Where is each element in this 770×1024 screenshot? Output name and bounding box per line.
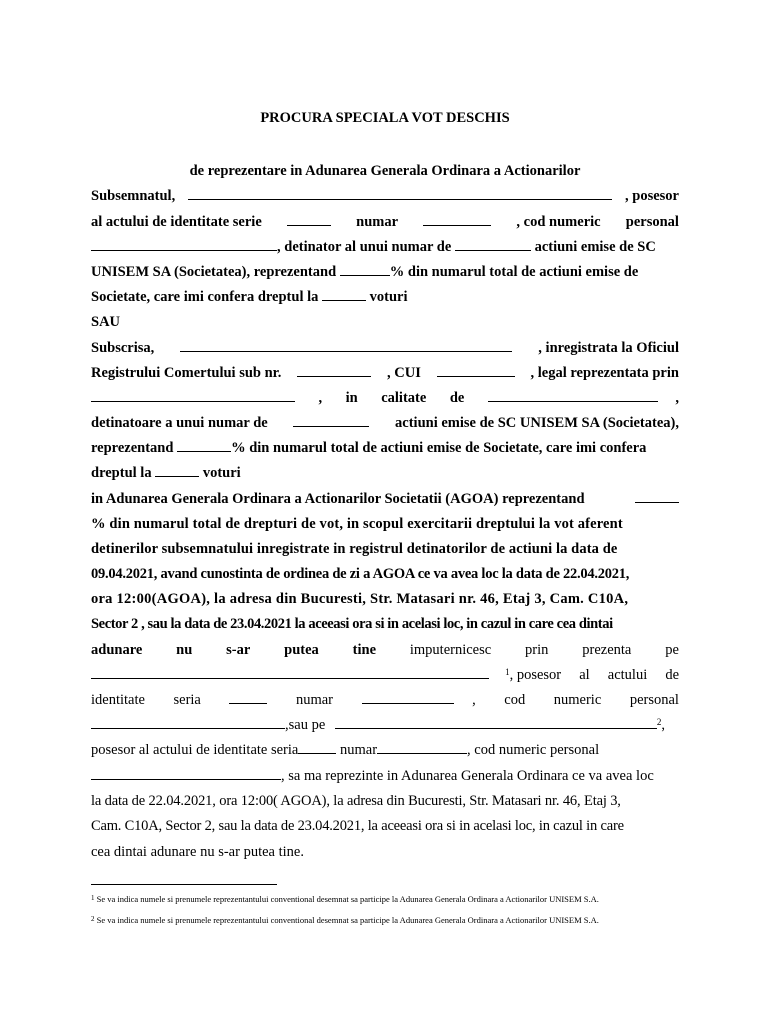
agoa-percent-blank[interactable] bbox=[635, 489, 679, 503]
line-legal-rep: , in calitate de , bbox=[91, 388, 679, 408]
percent-blank[interactable] bbox=[340, 262, 390, 276]
line-company-shares: detinatoare a unui numar de actiuni emise de SC UNISEM SA (Societatea), bbox=[91, 415, 679, 431]
company-name-blank[interactable] bbox=[180, 338, 512, 352]
line-cnp: , detinator al unui numar de actiuni emise de SC bbox=[91, 237, 679, 257]
line-company-percent: reprezentand % din numarul total de actiuni emise de Societate, care imi confera bbox=[91, 440, 647, 456]
id-series-blank[interactable] bbox=[287, 212, 331, 226]
representative-2-blank[interactable] bbox=[335, 715, 657, 729]
paragraph-line: cea dintai adunare nu s-ar putea tine. bbox=[91, 844, 304, 860]
line-agoa: in Adunarea Generala Ordinara a Actionarilor Societatii (AGOA) reprezentand bbox=[91, 489, 679, 509]
line-representative-2: ,sau pe $^2$, bbox=[91, 715, 679, 735]
line-subscrisa: Subscrisa, , inregistrata la Oficiul bbox=[91, 340, 679, 356]
company-shares-blank[interactable] bbox=[293, 413, 369, 427]
paragraph-line: Cam. C10A, Sector 2, sau la data de 23.04.2021, la aceeasi ora si in acelasi loc, in cazul in care bbox=[91, 818, 624, 834]
document-subtitle: de reprezentare in Adunarea Generala Ordinara a Actionarilor bbox=[189, 163, 581, 179]
line-mandate: adunare nu s-ar putea tine imputernicesc prin prezenta pe bbox=[91, 642, 679, 658]
line-representative-1: $^1$, posesor al actului de bbox=[91, 665, 679, 685]
paragraph-line: % din numarul total de drepturi de vot, in scopul exercitarii dreptului la vot aferent bbox=[91, 516, 623, 532]
or-separator: SAU bbox=[91, 314, 121, 330]
rep1-number-blank[interactable] bbox=[362, 690, 454, 704]
line-subsemnatul: Subsemnatul, , posesor bbox=[91, 188, 679, 204]
registry-number-blank[interactable] bbox=[297, 363, 371, 377]
line-rep2-id: posesor al actului de identitate seria numar , cod numeric personal bbox=[91, 742, 600, 758]
line-votes: Societate, care imi confera dreptul la voturi bbox=[91, 289, 408, 305]
rep2-series-blank[interactable] bbox=[298, 740, 336, 754]
line-rep1-id: identitate seria numar , cod numeric personal bbox=[91, 692, 679, 708]
paragraph-line: la data de 22.04.2021, ora 12:00( AGOA), la adresa din Bucuresti, Str. Matasari nr. 46, Etaj 3, bbox=[91, 793, 621, 809]
footnote-2: $^2$ Se va indica numele si prenumele reprezentantului conventional desemnat sa participe la Adunarea Generala Ordinara a Actionarilor UNISEM S.A. bbox=[91, 915, 599, 925]
cnp-blank[interactable] bbox=[91, 237, 277, 251]
footnote-divider bbox=[91, 884, 277, 885]
paragraph-line: Sector 2 , sau la data de 23.04.2021 la aceeasi ora si in acelasi loc, in cazul in care cea dintai bbox=[91, 616, 613, 632]
line-id-series: al actului de identitate serie numar , cod numeric personal bbox=[91, 214, 679, 230]
paragraph-line: detinerilor subsemnatului inregistrate in registrul detinatorilor de actiuni la data de bbox=[91, 541, 618, 557]
legal-rep-blank[interactable] bbox=[91, 388, 295, 402]
rep1-series-blank[interactable] bbox=[229, 690, 267, 704]
rep2-cnp-blank[interactable] bbox=[91, 766, 281, 780]
votes-blank[interactable] bbox=[322, 287, 366, 301]
line-percent: UNISEM SA (Societatea), reprezentand % din numarul total de actiuni emise de bbox=[91, 264, 639, 280]
rep2-number-blank[interactable] bbox=[377, 740, 467, 754]
representative-1-blank[interactable] bbox=[91, 665, 489, 679]
cui-blank[interactable] bbox=[437, 363, 515, 377]
line-company-votes: dreptul la voturi bbox=[91, 465, 241, 481]
capacity-blank[interactable] bbox=[488, 388, 658, 402]
line-rep2-cnp: , sa ma reprezinte in Adunarea Generala Ordinara ce va avea loc bbox=[91, 766, 679, 786]
footnote-ref-1: 1 bbox=[505, 667, 510, 677]
line-registry: Registrului Comertului sub nr. , CUI , legal reprezentata prin bbox=[91, 365, 679, 381]
company-votes-blank[interactable] bbox=[155, 463, 199, 477]
shares-blank[interactable] bbox=[455, 237, 531, 251]
paragraph-line: 09.04.2021, avand cunostinta de ordinea de zi a AGOA ce va avea loc la data de 22.04.2021, bbox=[91, 566, 630, 582]
rep1-cnp-blank[interactable] bbox=[91, 715, 285, 729]
footnote-ref-2: 2 bbox=[656, 717, 662, 727]
id-number-blank[interactable] bbox=[423, 212, 491, 226]
paragraph-line: ora 12:00(AGOA), la adresa din Bucuresti, Str. Matasari nr. 46, Etaj 3, Cam. C10A, bbox=[91, 591, 629, 607]
name-blank[interactable] bbox=[188, 186, 612, 200]
company-percent-blank[interactable] bbox=[177, 438, 231, 452]
document-title: PROCURA SPECIALA VOT DESCHIS bbox=[260, 110, 510, 126]
footnote-1: $^1$ Se va indica numele si prenumele reprezentantului conventional desemnat sa participe la Adunarea Generala Ordinara a Actionarilor UNISEM S.A. bbox=[91, 894, 599, 904]
